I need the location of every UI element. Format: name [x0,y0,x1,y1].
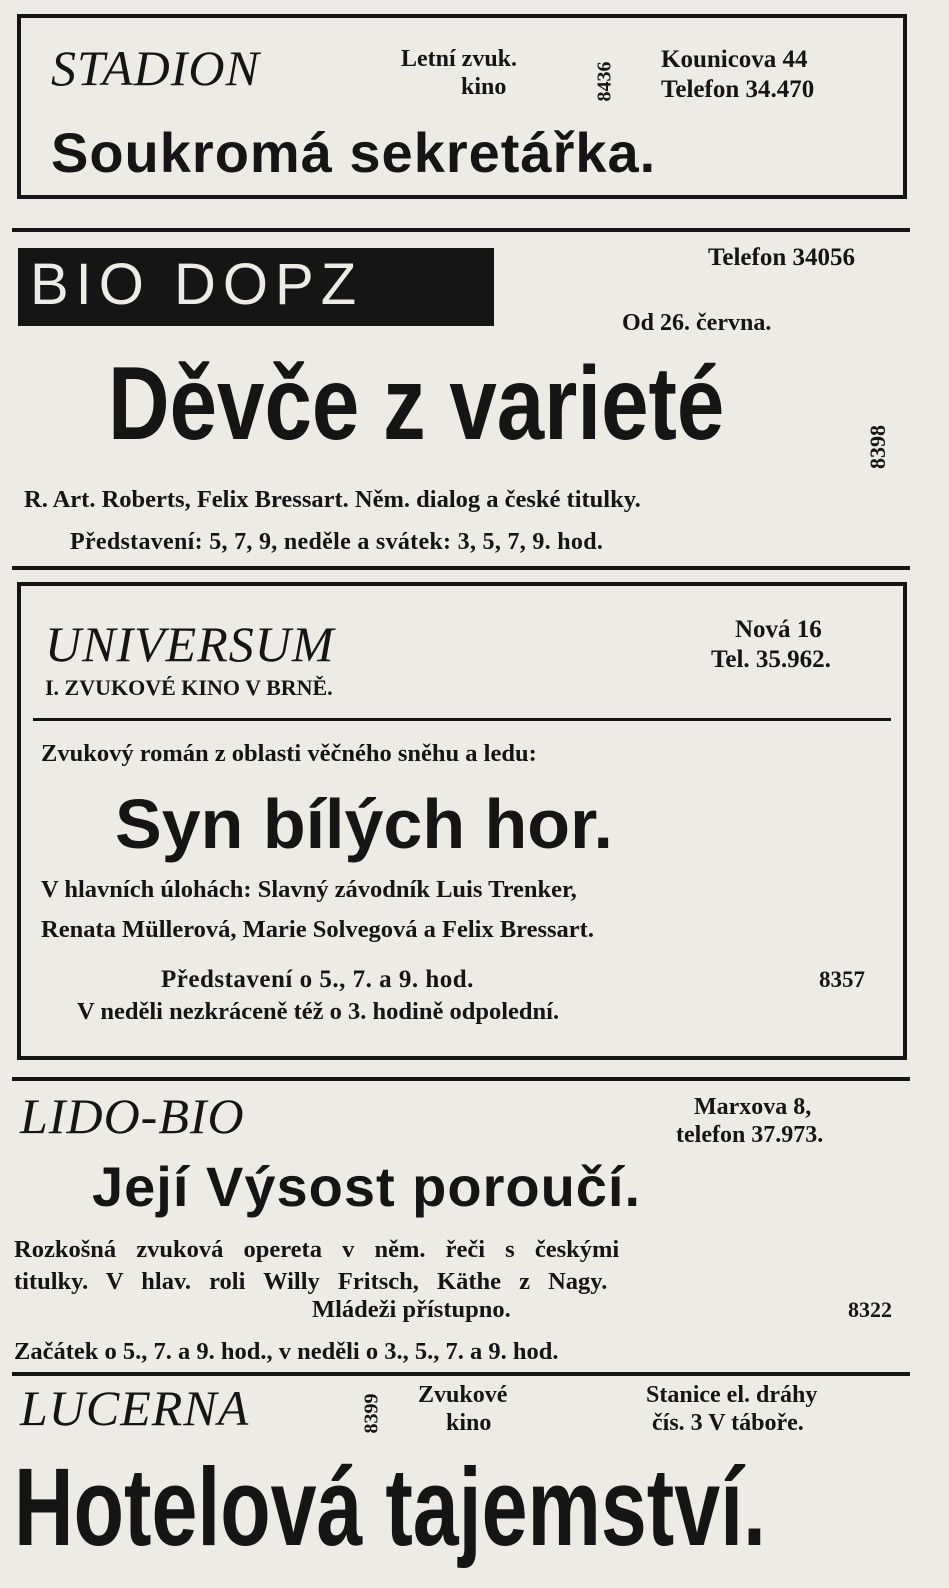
stadion-film-title: Soukromá sekretářka. [51,121,657,184]
lucerna-address-line1: Stanice el. dráhy [646,1382,818,1408]
universum-phone: Tel. 35.962. [711,646,831,673]
universum-intro: Zvukový román z oblasti věčného sněhu a ledu: [41,740,537,767]
universum-cast-line1: V hlavních úlohách: Slavný závodník Luis Trenker, [41,876,577,903]
lido-showtimes: Začátek o 5., 7. a 9. hod., v neděli o 3., 5., 7. a 9. hod. [14,1338,559,1365]
separator-line [12,566,910,570]
universum-divider [33,718,891,721]
universum-showtimes: Představení o 5., 7. a 9. hod. [161,966,474,993]
universum-address: Nová 16 [735,616,822,643]
universum-film-title: Syn bílých hor. [115,785,613,863]
universum-cinema-name: UNIVERSUM [45,616,335,672]
lucerna-cinema-name: LUCERNA [20,1380,250,1436]
lucerna-ad-code: 8399 [360,1393,383,1434]
bio-dopz-showtimes: Představení: 5, 7, 9, neděle a svátek: 3, 5, 7, 9. hod. [70,529,604,555]
universum-cast-line2: Renata Müllerová, Marie Solvegová a Felix Bressart. [41,916,594,943]
bio-dopz-ad-code: 8398 [865,425,890,469]
lido-youth-notice: Mládeži přístupno. [312,1296,511,1323]
bio-dopz-phone: Telefon 34056 [708,244,855,271]
stadion-cinema-name: STADION [51,40,260,96]
universum-sunday-showtimes: V neděli nezkráceně též o 3. hodině odpolední. [77,998,560,1025]
lido-film-title: Její Výsost poroučí. [92,1155,642,1218]
stadion-ad-code: 8436 [593,61,616,102]
stadion-ad-frame [17,14,907,199]
stadion-address: Kounicova 44 [661,46,808,73]
lucerna-film-title: Hotelová tajemství. [14,1446,766,1569]
separator-line [12,1372,910,1376]
lido-cinema-name: LIDO-BIO [20,1088,245,1144]
lucerna-type-line2: kino [446,1410,492,1436]
lido-address: Marxova 8, [694,1094,812,1120]
universum-ad-frame [17,582,907,1060]
lido-description-line2: titulky. V hlav. roli Willy Fritsch, Käthe z Nagy. [14,1268,608,1295]
bio-dopz-cast: R. Art. Roberts, Felix Bressart. Něm. dialog a české titulky. [24,486,641,513]
lido-description-line1: Rozkošná zvuková opereta v něm. řeči s českými [14,1236,620,1263]
universum-subtitle: I. ZVUKOVÉ KINO V BRNĚ. [45,675,333,700]
lido-ad-code: 8322 [848,1297,892,1322]
lucerna-address-line2: čís. 3 V táboře. [652,1410,804,1436]
stadion-type-line2: kino [461,74,507,100]
bio-dopz-film-title: Děvče z varieté [108,346,725,462]
universum-ad-code: 8357 [819,967,865,992]
stadion-phone: Telefon 34.470 [661,76,815,103]
separator-line [12,228,910,232]
separator-line [12,1077,910,1081]
bio-dopz-cinema-name: BIO DOPZ [30,252,364,317]
bio-dopz-date: Od 26. června. [622,310,772,336]
lucerna-type-line1: Zvukové [418,1382,508,1408]
lido-phone: telefon 37.973. [676,1122,824,1148]
stadion-type-line1: Letní zvuk. [401,46,518,72]
